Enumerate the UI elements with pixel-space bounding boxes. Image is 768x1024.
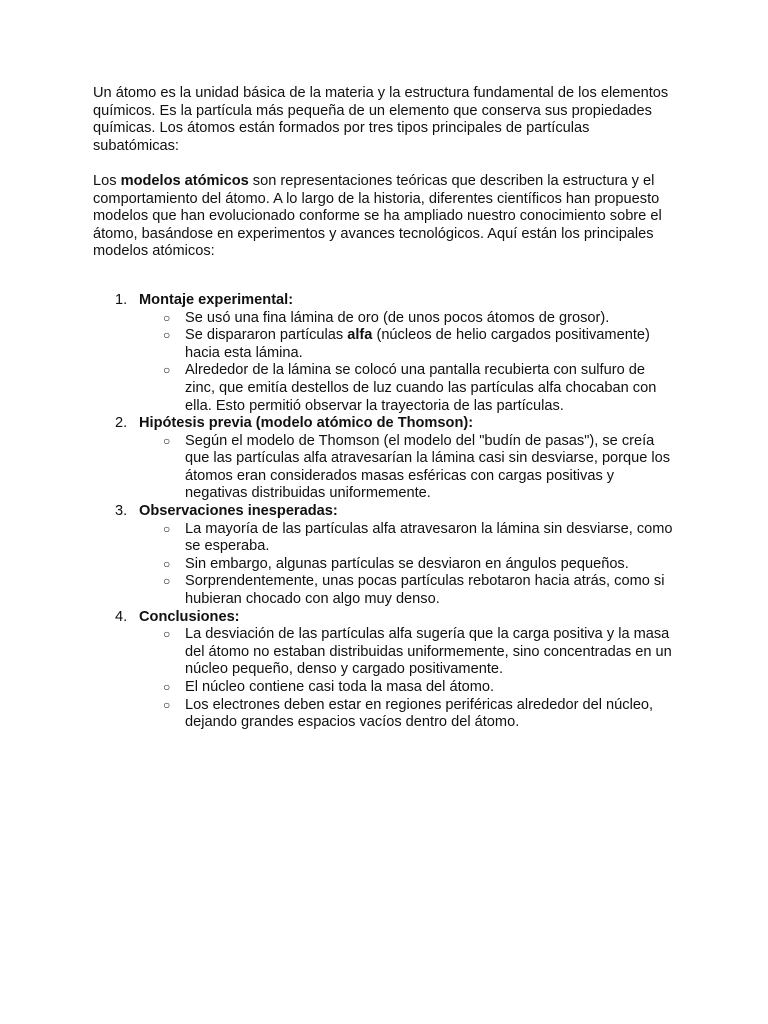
bullet-item bbox=[139, 697, 678, 732]
bullet-item bbox=[139, 327, 678, 362]
intro-paragraph-2-rest: son representaciones teóricas que describen la estructura y el comportamiento del átomo. A lo largo de la historia, diferentes científicos han propuesto modelos que han evolucionado conforme se ha ampliado nuestro conocimiento sobre el átomo, basándose en experimentos y avances tecnológicos. Aquí están los principales modelos atómicos: bbox=[93, 172, 662, 260]
bullet-item bbox=[139, 521, 678, 556]
bullet-item bbox=[139, 362, 678, 415]
sections-list bbox=[93, 292, 678, 732]
bullet-text-lead: Se usó una fina lámina de oro (de unos pocos átomos de grosor). bbox=[185, 309, 610, 326]
bullet-text-lead: Según el modelo de Thomson (el modelo del "budín de pasas"), se creía que las partículas alfa atravesarían la lámina casi sin desviarse, porque los átomos eran considerados masas esféricas con cargas positivas y negativas distribuidas uniformemente. bbox=[185, 432, 671, 502]
intro-paragraph-2-lead: Los bbox=[93, 172, 121, 189]
bullet-text-lead: La desviación de las partículas alfa sugería que la carga positiva y la masa del átomo no estaban distribuidas uniformemente, sino concentradas en un núcleo pequeño, denso y cargado positivamente. bbox=[185, 626, 672, 678]
bullet-text-lead: Sin embargo, algunas partículas se desviaron en ángulos pequeños. bbox=[185, 555, 629, 572]
bullet-list bbox=[139, 626, 678, 732]
bullet-list bbox=[139, 310, 678, 416]
section-number: 3. bbox=[115, 503, 128, 520]
bullet-text bbox=[185, 521, 678, 556]
hollow-circle-bullet-icon: ○ bbox=[163, 328, 171, 343]
bullet-text-lead: La mayoría de las partículas alfa atravesaron la lámina sin desviarse, como se esperaba. bbox=[185, 520, 673, 555]
bullet-text bbox=[185, 556, 678, 574]
bullet-text-lead: El núcleo contiene casi toda la masa del átomo. bbox=[185, 679, 495, 695]
intro-paragraph-1 bbox=[93, 85, 678, 155]
bullet-text bbox=[185, 697, 678, 732]
hollow-circle-bullet-icon: ○ bbox=[163, 363, 171, 378]
bullet-text bbox=[185, 433, 678, 503]
bullet-list bbox=[139, 521, 678, 609]
section-title: Observaciones inesperadas: bbox=[139, 503, 338, 520]
bullet-text-lead: Alrededor de la lámina se colocó una pantalla recubierta con sulfuro de zinc, que emitía destellos de luz cuando las partículas alfa chocaban con ella. Esto permitió observar la trayectoria de las partículas. bbox=[185, 362, 657, 414]
bullet-text bbox=[185, 310, 678, 328]
hollow-circle-bullet-icon: ○ bbox=[163, 697, 171, 712]
bullet-item bbox=[139, 573, 678, 608]
bullet-text bbox=[185, 362, 678, 415]
hollow-circle-bullet-icon: ○ bbox=[163, 556, 171, 571]
bullet-text-lead: Los electrones deben estar en regiones periféricas alrededor del núcleo, dejando grandes espacios vacíos dentro del átomo. bbox=[185, 696, 654, 731]
bullet-list bbox=[139, 433, 678, 503]
intro-paragraph-2-emphasis: modelos atómicos bbox=[120, 172, 249, 189]
section-title: Montaje experimental: bbox=[139, 291, 294, 308]
bullet-text-rest: (núcleos de helio cargados positivamente) hacia esta lámina. bbox=[185, 327, 650, 361]
section-title: Conclusiones: bbox=[139, 608, 240, 625]
section-number: 4. bbox=[115, 608, 128, 625]
bullet-text bbox=[185, 573, 678, 608]
section-title: Hipótesis previa (modelo atómico de Thomson): bbox=[139, 415, 474, 432]
bullet-text-lead: Sorprendentemente, unas pocas partículas rebotaron hacia atrás, como si hubieran chocado con algo muy denso. bbox=[185, 573, 665, 608]
bullet-item bbox=[139, 310, 678, 328]
bullet-text bbox=[185, 626, 678, 679]
section-item bbox=[93, 415, 678, 503]
hollow-circle-bullet-icon: ○ bbox=[163, 521, 171, 536]
section-item bbox=[93, 503, 678, 609]
section-number: 2. bbox=[115, 415, 128, 432]
bullet-text-emphasis: alfa bbox=[347, 327, 373, 344]
bullet-item bbox=[139, 679, 678, 697]
section-item bbox=[93, 292, 678, 415]
bullet-text bbox=[185, 679, 678, 697]
hollow-circle-bullet-icon: ○ bbox=[163, 627, 171, 642]
intro-paragraph-2 bbox=[93, 173, 678, 261]
hollow-circle-bullet-icon: ○ bbox=[163, 574, 171, 589]
document-page bbox=[93, 85, 678, 732]
bullet-item bbox=[139, 433, 678, 503]
hollow-circle-bullet-icon: ○ bbox=[163, 310, 171, 325]
bullet-text-lead: Se dispararon partículas bbox=[185, 327, 348, 344]
bullet-item bbox=[139, 556, 678, 574]
bullet-text bbox=[185, 327, 678, 362]
intro-paragraph-1-text: Un átomo es la unidad básica de la materia y la estructura fundamental de los elementos químicos. Es la partícula más pequeña de un elemento que conserva sus propiedades químicas. Los átomos están formados por tres tipos principales de partículas subatómicas: bbox=[93, 85, 669, 154]
bullet-item bbox=[139, 626, 678, 679]
section-number: 1. bbox=[115, 291, 128, 308]
section-item bbox=[93, 609, 678, 732]
hollow-circle-bullet-icon: ○ bbox=[163, 433, 171, 448]
hollow-circle-bullet-icon: ○ bbox=[163, 680, 171, 694]
